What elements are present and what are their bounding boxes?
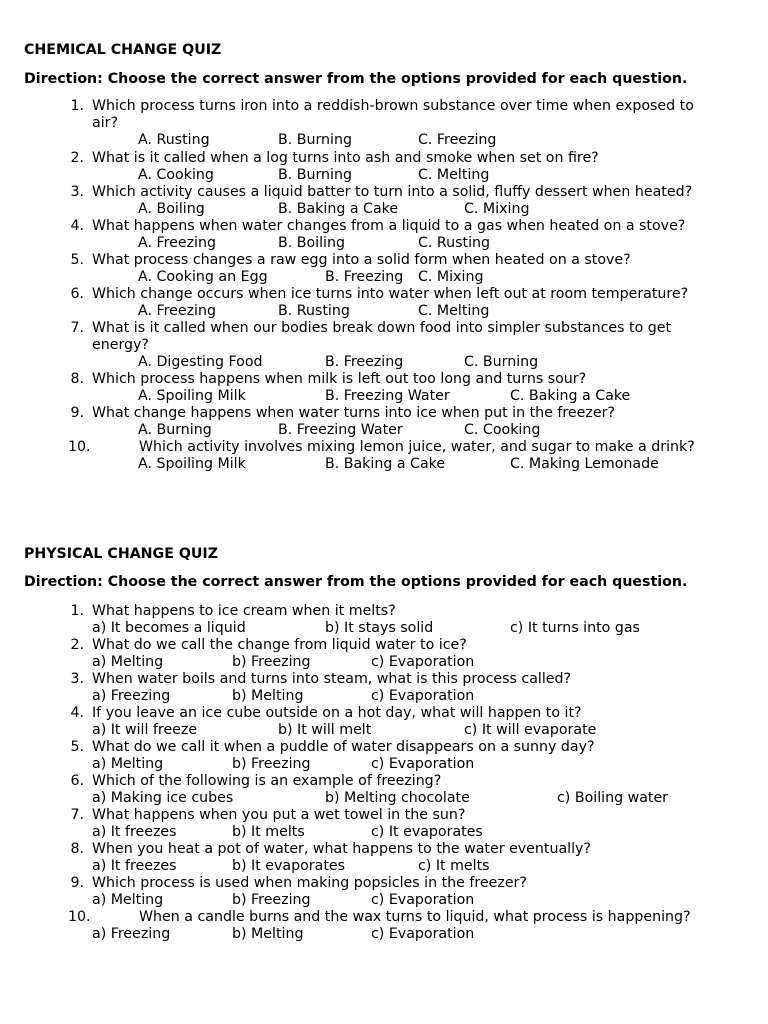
chemical-question-number: 7. xyxy=(70,320,84,336)
physical-answer-option: a) Melting xyxy=(92,654,164,670)
chemical-question-text: What change happens when water turns into ice when put in the freezer? xyxy=(92,405,615,421)
chemical-question-text: Which activity involves mixing lemon juice, water, and sugar to make a drink? xyxy=(139,439,695,455)
chemical-question-number: 1. xyxy=(70,98,84,114)
physical-answer-option: a) It freezes xyxy=(92,858,177,874)
physical-question-number: 5. xyxy=(70,739,84,755)
physical-question-text: Which of the following is an example of freezing? xyxy=(92,773,442,789)
physical-question-number: 10. xyxy=(68,909,91,925)
chemical-question-text-continued: energy? xyxy=(92,337,149,353)
chemical-answer-option: C. Mixing xyxy=(418,269,484,285)
chemical-answer-option: A. Freezing xyxy=(138,235,216,251)
physical-question-number: 8. xyxy=(70,841,84,857)
physical-answer-option: a) It will freeze xyxy=(92,722,198,738)
chemical-question-text: What is it called when our bodies break down food into simpler substances to get xyxy=(92,320,672,336)
physical-answer-option: b) Melting xyxy=(232,688,304,704)
chemical-answer-option: B. Boiling xyxy=(278,235,345,251)
chemical-answer-option: A. Freezing xyxy=(138,303,216,319)
chemical-quiz-direction: Direction: Choose the correct answer from the options provided for each question. xyxy=(24,71,688,87)
physical-answer-option: a) It becomes a liquid xyxy=(92,620,246,636)
chemical-question-text: Which process happens when milk is left out too long and turns sour? xyxy=(92,371,587,387)
physical-question-number: 9. xyxy=(70,875,84,891)
chemical-answer-option: B. Freezing xyxy=(325,269,404,285)
chemical-answer-option: A. Spoiling Milk xyxy=(138,456,246,472)
physical-answer-option: a) Freezing xyxy=(92,926,171,942)
chemical-question-text: What happens when water changes from a liquid to a gas when heated on a stove? xyxy=(92,218,686,234)
physical-answer-option: c) Evaporation xyxy=(371,654,475,670)
chemical-question-text: What is it called when a log turns into ash and smoke when set on fire? xyxy=(92,150,599,166)
chemical-answer-option: A. Spoiling Milk xyxy=(138,388,246,404)
chemical-question-text: Which process turns iron into a reddish-brown substance over time when exposed to xyxy=(92,98,694,114)
chemical-question-text: Which activity causes a liquid batter to turn into a solid, fluffy dessert when heated? xyxy=(92,184,693,200)
physical-answer-option: b) Freezing xyxy=(232,756,311,772)
chemical-answer-option: B. Rusting xyxy=(278,303,350,319)
physical-answer-option: b) Freezing xyxy=(232,892,311,908)
chemical-answer-option: B. Baking a Cake xyxy=(278,201,399,217)
physical-question-number: 3. xyxy=(70,671,84,687)
chemical-answer-option: C. Melting xyxy=(418,167,490,183)
physical-answer-option: b) It melts xyxy=(232,824,305,840)
chemical-question-number: 4. xyxy=(70,218,84,234)
chemical-question-number: 6. xyxy=(70,286,84,302)
physical-answer-option: b) It stays solid xyxy=(325,620,434,636)
chemical-answer-option: B. Freezing Water xyxy=(325,388,450,404)
physical-answer-option: c) It turns into gas xyxy=(510,620,640,636)
chemical-answer-option: C. Rusting xyxy=(418,235,491,251)
physical-question-text: When a candle burns and the wax turns to liquid, what process is happening? xyxy=(139,909,691,925)
physical-answer-option: c) It evaporates xyxy=(371,824,483,840)
chemical-question-number: 5. xyxy=(70,252,84,268)
chemical-answer-option: B. Freezing Water xyxy=(278,422,403,438)
physical-question-number: 6. xyxy=(70,773,84,789)
physical-answer-option: c) It melts xyxy=(418,858,490,874)
physical-question-text: What do we call it when a puddle of water disappears on a sunny day? xyxy=(92,739,595,755)
chemical-answer-option: C. Melting xyxy=(418,303,490,319)
physical-quiz-title: PHYSICAL CHANGE QUIZ xyxy=(24,546,218,562)
physical-answer-option: a) Melting xyxy=(92,892,164,908)
chemical-answer-option: C. Freezing xyxy=(418,132,497,148)
chemical-answer-option: B. Burning xyxy=(278,132,352,148)
physical-answer-option: c) Evaporation xyxy=(371,756,475,772)
chemical-answer-option: A. Cooking xyxy=(138,167,214,183)
physical-answer-option: a) It freezes xyxy=(92,824,177,840)
chemical-question-text: What process changes a raw egg into a solid form when heated on a stove? xyxy=(92,252,631,268)
physical-answer-option: a) Making ice cubes xyxy=(92,790,234,806)
chemical-question-number: 10. xyxy=(68,439,91,455)
physical-answer-option: c) Evaporation xyxy=(371,892,475,908)
physical-answer-option: a) Melting xyxy=(92,756,164,772)
chemical-answer-option: A. Rusting xyxy=(138,132,210,148)
chemical-question-number: 8. xyxy=(70,371,84,387)
chemical-answer-option: A. Burning xyxy=(138,422,212,438)
physical-answer-option: b) Freezing xyxy=(232,654,311,670)
chemical-quiz-title: CHEMICAL CHANGE QUIZ xyxy=(24,42,222,58)
physical-question-number: 1. xyxy=(70,603,84,619)
physical-question-number: 4. xyxy=(70,705,84,721)
physical-answer-option: c) Evaporation xyxy=(371,688,475,704)
physical-answer-option: c) Boiling water xyxy=(557,790,669,806)
physical-question-text: When water boils and turns into steam, what is this process called? xyxy=(92,671,572,687)
chemical-answer-option: B. Burning xyxy=(278,167,352,183)
physical-answer-option: c) Evaporation xyxy=(371,926,475,942)
physical-answer-option: c) It will evaporate xyxy=(464,722,597,738)
chemical-question-text: Which change occurs when ice turns into water when left out at room temperature? xyxy=(92,286,689,302)
physical-question-text: Which process is used when making popsicles in the freezer? xyxy=(92,875,527,891)
chemical-question-number: 3. xyxy=(70,184,84,200)
chemical-answer-option: C. Burning xyxy=(464,354,539,370)
physical-answer-option: a) Freezing xyxy=(92,688,171,704)
physical-quiz-direction: Direction: Choose the correct answer from the options provided for each question. xyxy=(24,574,688,590)
physical-answer-option: b) It will melt xyxy=(278,722,372,738)
chemical-answer-option: C. Baking a Cake xyxy=(510,388,631,404)
chemical-answer-option: C. Cooking xyxy=(464,422,541,438)
physical-question-text: If you leave an ice cube outside on a hot day, what will happen to it? xyxy=(92,705,582,721)
chemical-question-text-continued: air? xyxy=(92,115,118,131)
chemical-question-number: 2. xyxy=(70,150,84,166)
chemical-answer-option: B. Baking a Cake xyxy=(325,456,446,472)
physical-question-text: What happens when you put a wet towel in the sun? xyxy=(92,807,466,823)
chemical-answer-option: B. Freezing xyxy=(325,354,404,370)
physical-answer-option: b) It evaporates xyxy=(232,858,346,874)
physical-answer-option: b) Melting xyxy=(232,926,304,942)
chemical-answer-option: C. Making Lemonade xyxy=(510,456,659,472)
physical-question-number: 7. xyxy=(70,807,84,823)
physical-question-text: When you heat a pot of water, what happens to the water eventually? xyxy=(92,841,591,857)
chemical-answer-option: C. Mixing xyxy=(464,201,530,217)
chemical-answer-option: A. Boiling xyxy=(138,201,205,217)
physical-question-text: What happens to ice cream when it melts? xyxy=(92,603,396,619)
physical-question-text: What do we call the change from liquid water to ice? xyxy=(92,637,467,653)
physical-answer-option: b) Melting chocolate xyxy=(325,790,470,806)
physical-question-number: 2. xyxy=(70,637,84,653)
chemical-question-number: 9. xyxy=(70,405,84,421)
chemical-answer-option: A. Digesting Food xyxy=(138,354,263,370)
chemical-answer-option: A. Cooking an Egg xyxy=(138,269,268,285)
